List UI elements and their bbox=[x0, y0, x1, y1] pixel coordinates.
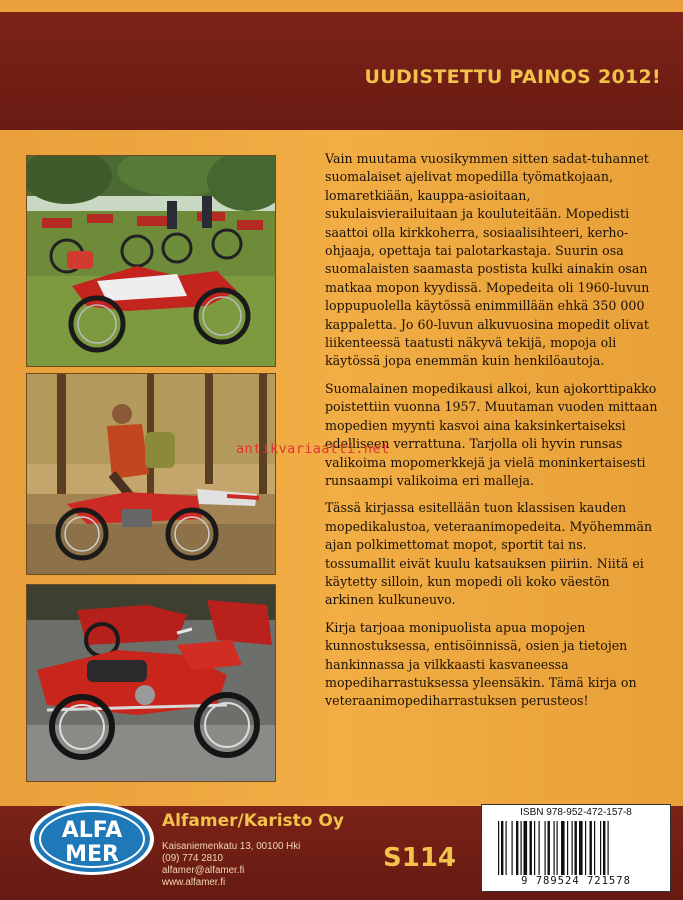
photo-parked-mopeds bbox=[26, 584, 276, 782]
body-paragraph-2: Suomalainen mopedikausi alkoi, kun ajokorttipakko poistettiin vuonna 1957. Muutaman vuoden mittaan mopedien myynti kasvoi aina kaksinkertaiseksi edelliseen verrattuna. Tarjolla oli hyvin runsas valikoima mopomerkkejä ja vielä moninkertaisesti runsaampi valikoima eri malleja. bbox=[325, 380, 658, 488]
product-code: S114 bbox=[383, 843, 456, 873]
watermark-text: antikvariaatti.net bbox=[236, 441, 390, 457]
isbn-digits: 9 789524 721578 bbox=[521, 875, 631, 887]
barcode bbox=[496, 821, 656, 875]
logo-text-bottom: MER bbox=[65, 842, 119, 867]
top-edge bbox=[0, 0, 683, 12]
photo-moped-rally bbox=[26, 155, 276, 367]
publisher-address: Kaisaniemenkatu 13, 00100 Hki bbox=[162, 841, 301, 852]
alfamer-logo bbox=[28, 797, 156, 877]
logo-text-top: ALFA bbox=[61, 818, 123, 843]
publisher-phone: (09) 774 2810 bbox=[162, 853, 224, 864]
body-paragraph-3: Tässä kirjassa esitellään tuon klassisen kauden mopedikalustoa, veteraanimopedeita. Myöhemmän ajan polkimettomat mopot, sportit tai ns. tossumallit eivät kuulu katsauksen piiriin. Niitä ei käytetty silloin, kun mopedi oli koko väestön arkinen kulkuneuvo. bbox=[325, 500, 653, 608]
isbn-label: ISBN 978-952-472-157-8 bbox=[520, 807, 632, 818]
edition-banner: UUDISTETTU PAINOS 2012! bbox=[364, 66, 661, 88]
body-paragraph-1: Vain muutama vuosikymmen sitten sadat-tuhannet suomalaiset ajelivat mopedilla työmatkojaan, lomaretkiään, kauppa-asioitaan, sukulaisvierailuitaan ja kouluteitään. Mopedisti saattoi olla kirkkoherra, sosiaalisihteeri, kerho-ohjaaja, opettaja tai palotarkastaja. Suurin osa suomalaisten saamasta postista kulki ainakin osan matkaa mopon kyydissä. Mopedeita oli 1960-luvun loppupuolella käytössä enimmillään ehkä 350 000 kappaletta. Jo 60-luvun alkuvuosina mopedit olivat liikenteessä taatusti näkyvä tekijä, mopoja oli käytössä jopa enemmän kuin henkilöautoja. bbox=[325, 151, 650, 369]
body-text bbox=[325, 150, 660, 720]
isbn-barcode-box bbox=[481, 804, 671, 892]
publisher-name: Alfamer/Karisto Oy bbox=[162, 811, 344, 831]
photo-moped-rider-forest bbox=[26, 373, 276, 575]
publisher-email: alfamer@alfamer.fi bbox=[162, 865, 245, 876]
body-paragraph-4: Kirja tarjoaa monipuolista apua mopojen kunnostuksessa, entisöinnissä, osien ja tietojen hankinnassa ja vilkkaasti kasvaneessa mopediharrastuksessa yleensäkin. Tämä kirja on veteraanimopediharrastuksen perusteos! bbox=[325, 619, 637, 709]
publisher-web: www.alfamer.fi bbox=[162, 877, 226, 888]
